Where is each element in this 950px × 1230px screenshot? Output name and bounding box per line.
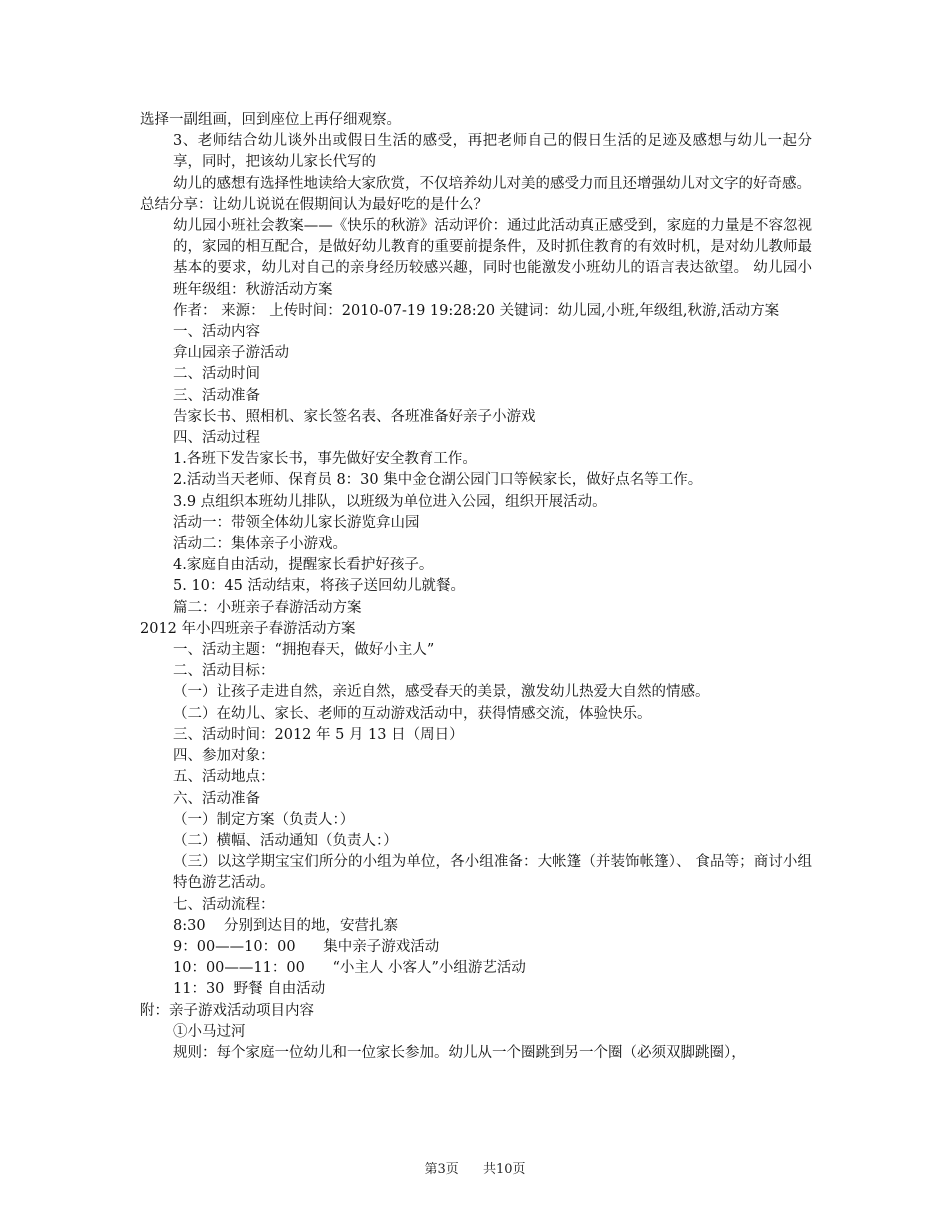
page-number: 第3页 — [424, 1162, 459, 1177]
text-line: ①小马过河 — [173, 1023, 246, 1040]
text-line: 活动二：集体亲子小游戏。 — [173, 536, 347, 553]
text-line: 六、活动准备 — [173, 790, 260, 807]
text-line: 11：30 野餐 自由活动 — [173, 981, 326, 998]
text-line: 2.活动当天老师、保育员 8：30 集中金仓湖公园门口等候家长，做好点名等工作。 — [173, 472, 703, 489]
text-line: 二、活动时间 — [173, 366, 260, 383]
text-line: 规则：每个家庭一位幼儿和一位家长参加。幼儿从一个圈跳到另一个圈（必须双脚跳圈）， — [173, 1044, 746, 1061]
text-line: 四、活动过程 — [173, 430, 260, 447]
text-line: 五、活动地点： — [173, 769, 275, 786]
text-line: （三）以这学期宝宝们所分的小组为单位，各小组准备：大帐篷（并装饰帐篷）、 食品等；商讨小组特色游艺活动。 — [173, 854, 812, 892]
document-body — [140, 110, 812, 1064]
text-line: 二、活动目标： — [173, 663, 275, 680]
text-line: 3、老师结合幼儿谈外出或假日生活的感受，再把老师自己的假日生活的足迹及感想与幼儿一起分享，同时，把该幼儿家长代写的 — [173, 133, 812, 171]
text-line: 3.9 点组织本班幼儿排队，以班级为单位进入公园，组织开展活动。 — [173, 493, 607, 510]
text-line: 作者： 来源： 上传时间：2010-07-19 19:28:20 关键词：幼儿园,小班,年级组,秋游,活动方案 — [173, 302, 780, 319]
text-line: 5. 10：45 活动结束，将孩子送回幼儿就餐。 — [173, 578, 465, 595]
text-line: 附：亲子游戏活动项目内容 — [140, 1002, 314, 1019]
text-line: 1.各班下发告家长书，事先做好安全教育工作。 — [173, 451, 477, 468]
text-line: 8:30 分别到达目的地，安营扎寨 — [173, 917, 398, 934]
text-line: （一）让孩子走进自然，亲近自然，感受春天的美景，激发幼儿热爱大自然的情感。 — [173, 684, 710, 701]
text-line: 总结分享：让幼儿说说在假期间认为最好吃的是什么？ — [140, 196, 488, 213]
text-line: 一、活动主题：“拥抱春天，做好小主人” — [173, 642, 435, 659]
text-line: 七、活动流程： — [173, 896, 275, 913]
page-total: 共10页 — [482, 1162, 526, 1177]
text-line: 4.家庭自由活动，提醒家长看护好孩子。 — [173, 557, 434, 574]
text-line: 2012 年小四班亲子春游活动方案 — [140, 620, 356, 637]
page-footer — [0, 1158, 950, 1177]
text-line: 一、活动内容 — [173, 324, 260, 341]
text-line: 幼儿的感想有选择性地读给大家欣赏，不仅培养幼儿对美的感受力而且还增强幼儿对文字的好奇感。 — [173, 175, 811, 192]
text-line: 幼儿园小班社会教案——《快乐的秋游》活动评价：通过此活动真正感受到，家庭的力量是不容忽视的，家园的相互配合，是做好幼儿教育的重要前提条件，及时抓住教育的有效时机，是对幼儿教师最基本的要求，幼儿对自己的亲身经历较感兴趣，同时也能激发小班幼儿的语言表达欲望。 幼儿园小班年级组：秋游活动方案 — [173, 218, 812, 298]
text-line: 告家长书、照相机、家长签名表、各班准备好亲子小游戏 — [173, 408, 536, 425]
text-line: （二）在幼儿、家长、老师的互动游戏活动中，获得情感交流，体验快乐。 — [173, 705, 652, 722]
text-line: （二）横幅、活动通知（负责人：） — [173, 832, 398, 849]
text-line: 篇二：小班亲子春游活动方案 — [173, 599, 362, 616]
text-line: 三、活动准备 — [173, 387, 260, 404]
text-line: 选择一副组画，回到座位上再仔细观察。 — [140, 112, 401, 128]
text-line: （一）制定方案（负责人：） — [173, 811, 355, 828]
text-line: 活动一：带领全体幼儿家长游览弇山园 — [173, 514, 420, 531]
text-line: 弇山园亲子游活动 — [173, 345, 289, 362]
text-line: 三、活动时间：2012 年 5 月 13 日（周日） — [173, 726, 464, 743]
text-line: 9：00——10：00 集中亲子游戏活动 — [173, 938, 440, 955]
text-line: 10：00——11：00 “小主人 小客人”小组游艺活动 — [173, 960, 526, 977]
text-line: 四、参加对象： — [173, 748, 275, 765]
